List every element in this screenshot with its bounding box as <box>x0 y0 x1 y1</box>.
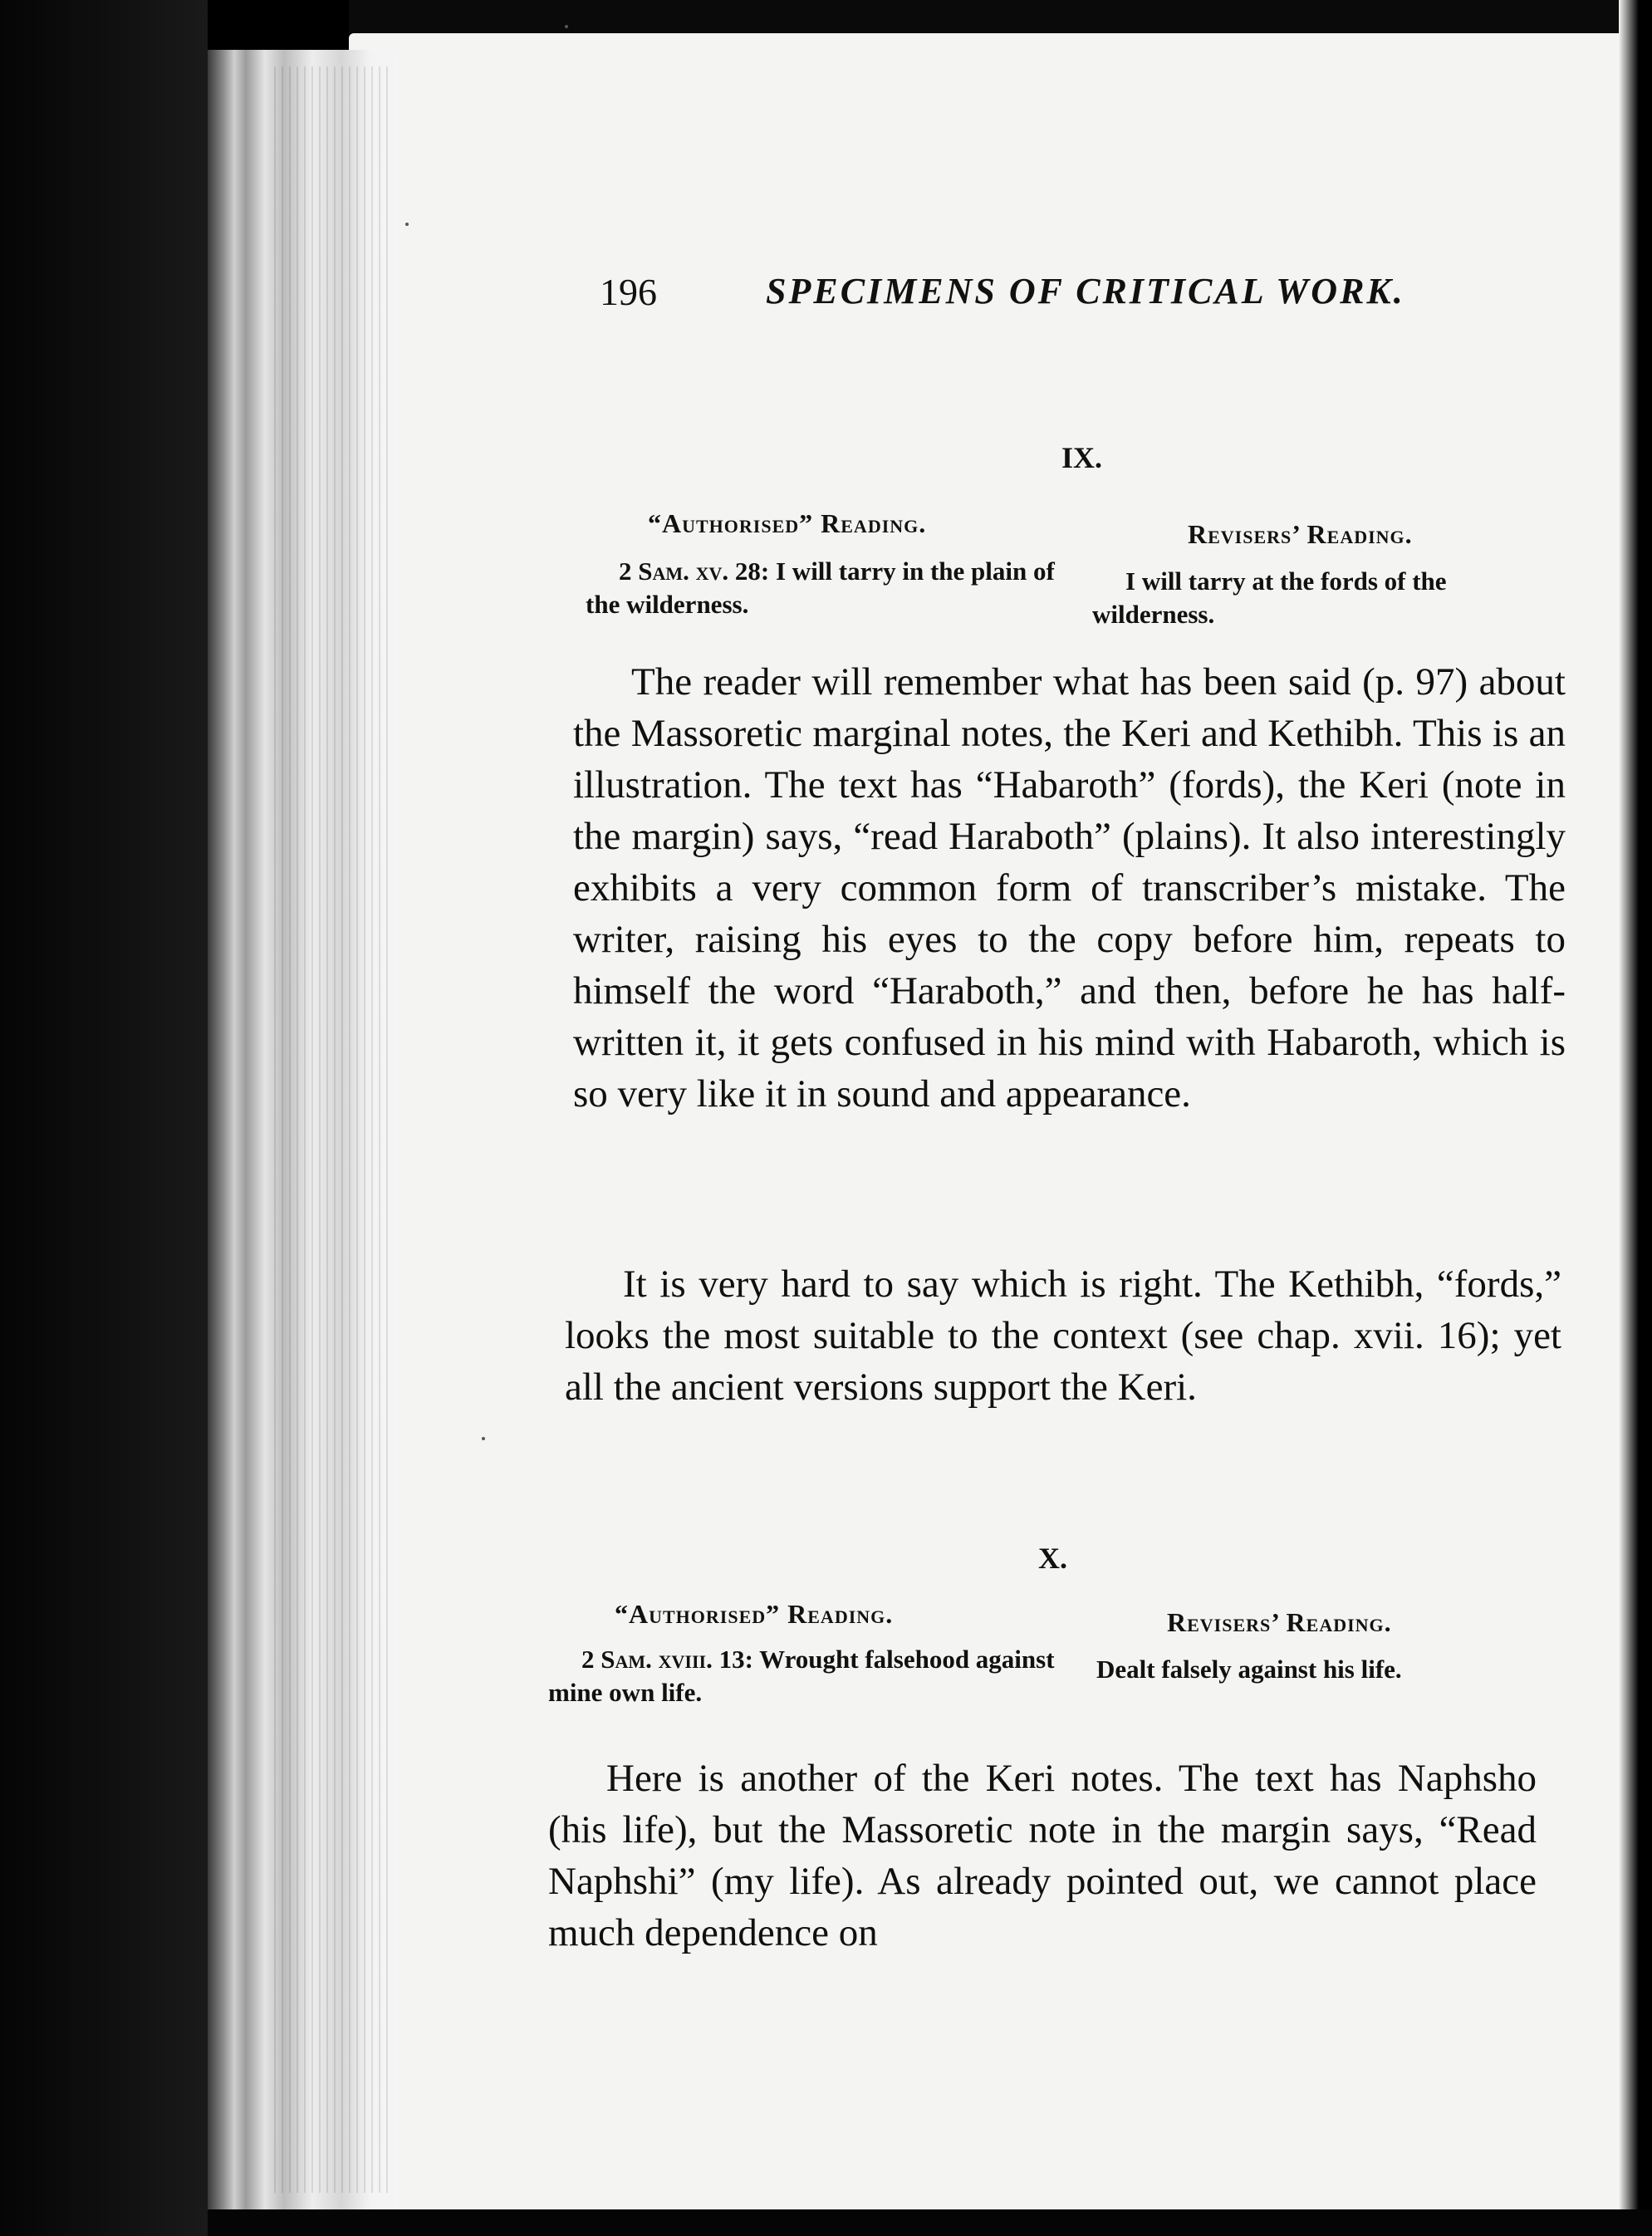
page-number: 196 <box>600 271 657 313</box>
scanner-bottom-edge <box>208 2209 1652 2236</box>
page-edge-lines <box>274 66 390 2193</box>
revisers-reading-header: Revisers’ Reading. <box>1167 1607 1392 1637</box>
scan-speck <box>482 1437 485 1440</box>
paragraph: The reader will remember what has been said (p. 97) about the Massoretic marginal notes, the Keri and Kethibh. This is an illustration. The text has “Habaroth” (fords), the Keri (note in the margin) says, “read Haraboth” (plains). It also interestingly exhibits a very common form of transcriber’s mistake. The writer, raising his eyes to the copy before him, repeats to himself the word “Haraboth,” and then, before he has half-written it, it gets confused in his mind with Habaroth, which is so very like it in sound and appearance. <box>573 660 1566 1116</box>
scripture-reference: 2 Sam. xviii. 13 <box>581 1645 745 1674</box>
revisers-reading-header: Revisers’ Reading. <box>1188 519 1413 549</box>
scan-speck <box>565 25 568 28</box>
revisers-reading-text: I will tarry at the fords of the wilderness. <box>1092 566 1447 629</box>
section-heading-x: X. <box>1038 1542 1067 1575</box>
scanner-right-edge <box>1619 0 1652 2236</box>
authorised-reading-text: 2 Sam. xviii. 13: Wrought falsehood against mine own life. <box>548 1645 1055 1707</box>
section-heading-ix: IX. <box>1061 441 1103 474</box>
scanner-background <box>0 0 208 2236</box>
authorised-reading-header: “Authorised” Reading. <box>648 508 927 538</box>
paragraph: It is very hard to say which is right. The Kethibh, “fords,” looks the most suitable to the context (see chap. xvii. 16); yet all the ancient versions support the Keri. <box>565 1263 1561 1409</box>
scripture-reference: 2 Sam. xv. 28 <box>619 557 761 586</box>
revisers-reading-text: Dealt falsely against his life. <box>1096 1655 1402 1684</box>
running-head <box>600 270 1463 320</box>
scanner-top-edge <box>349 0 1652 33</box>
paragraph: Here is another of the Keri notes. The text has Naphsho (his life), but the Massoretic note in the margin says, “Read Naphshi” (my life). As already pointed out, we cannot place much dependence on <box>548 1757 1537 1954</box>
page-title: SPECIMENS OF CRITICAL WORK. <box>766 271 1405 311</box>
authorised-reading-text: 2 Sam. xv. 28: I will tarry in the plain of the wilderness. <box>586 557 1055 619</box>
scan-speck <box>405 223 409 226</box>
authorised-reading-header: “Authorised” Reading. <box>615 1599 894 1629</box>
